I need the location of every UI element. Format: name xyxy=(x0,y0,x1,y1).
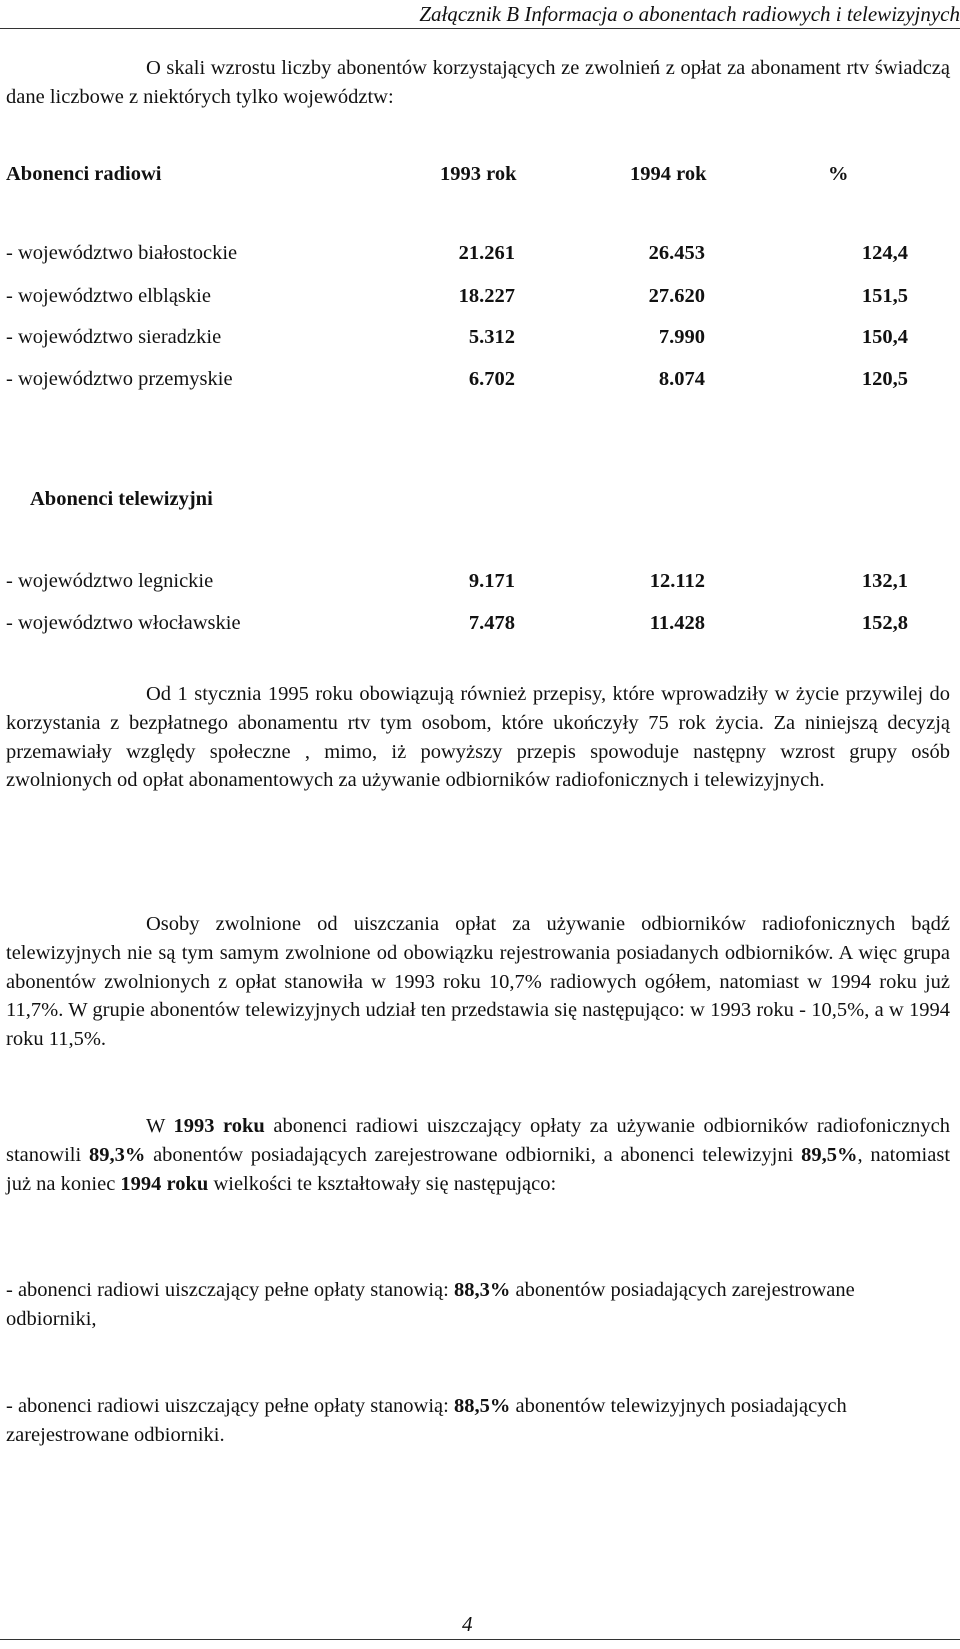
radio-row-name: - województwo przemyskie xyxy=(6,368,233,390)
radio-row-name: - województwo elbląskie xyxy=(6,285,211,307)
para3-pct-radio: 89,3% xyxy=(88,1143,146,1166)
radio-row-percent: 151,5 xyxy=(861,285,908,307)
bullet1-pct: 88,3% xyxy=(453,1279,511,1301)
bullet2-text-1: - abonenci radiowi uiszczający pełne opłaty stanowią: xyxy=(6,1395,449,1417)
page-number: 4 xyxy=(462,1612,473,1636)
intro-line-2: abonament rtv świadczą dane liczbowe z niektórych tylko województw: xyxy=(6,57,950,108)
header-title: Załącznik B Informacja o abonentach radiowych i telewizyjnych xyxy=(419,2,960,26)
radio-row-1993: 5.312 xyxy=(468,326,515,348)
radio-row-percent: 124,4 xyxy=(861,242,908,264)
para3-text-2: abonentów posiadających zarejestrowane odbiorniki, a abonenci telewizyjni xyxy=(153,1143,794,1166)
radio-row-1993: 6.702 xyxy=(468,368,515,390)
para3-text-3: , natomiast już na koniec xyxy=(6,1143,951,1195)
tv-row-1994: 11.428 xyxy=(649,612,705,634)
bullet1-text-2: abonentów posiadających zarejestrowane odbiorniki, xyxy=(6,1279,855,1330)
paragraph-paying-share xyxy=(6,1112,950,1198)
col-header-1994: 1994 rok xyxy=(630,163,707,185)
page-header xyxy=(0,0,960,29)
tv-row-1993: 7.478 xyxy=(468,612,515,634)
tv-row-percent: 132,1 xyxy=(861,570,908,592)
para1-rest: życie przywilej do korzystania z bezpłatnego abonamentu rtv tym osobom, które ukończyły 75 rok życia. Za niniejszą decyzją przemawiały względy społeczne , mimo, iż powyższy przepis spowoduje następny wzrost grupy osób zwolnionych od opłat abonamentowych za używanie odbiorników radiofonicznych i telewizyjnych. xyxy=(6,683,950,792)
footer-rule xyxy=(0,1639,960,1640)
tv-row-name: - województwo włocławskie xyxy=(6,612,241,634)
tv-row-name: - województwo legnickie xyxy=(6,570,214,592)
radio-row-1993: 18.227 xyxy=(458,285,515,307)
paragraph-registration xyxy=(6,910,950,1054)
radio-row-percent: 150,4 xyxy=(861,326,908,348)
intro-line-1: O skali wzrostu liczby abonentów korzystających ze zwolnień z opłat za xyxy=(146,57,746,79)
para3-year-1994: 1994 roku xyxy=(120,1172,209,1195)
bullet-radio-full-payment xyxy=(6,1276,950,1334)
tv-row-1993: 9.171 xyxy=(468,570,515,592)
tv-row-1994: 12.112 xyxy=(649,570,705,592)
tv-row-percent: 152,8 xyxy=(861,612,908,634)
para2-first-line: Osoby zwolnione od uiszczania opłat za używanie odbiorników xyxy=(146,913,746,935)
paragraph-exemption-75 xyxy=(6,680,950,795)
bullet2-pct: 88,5% xyxy=(453,1395,511,1417)
para2-rest: radiofonicznych bądź telewizyjnych nie są tym samym zwolnione od obowiązku rejestrowania posiadanych odbiorników. A więc grupa abonentów zwolnionych z opłat stanowiła w 1993 roku 10,7% radiowych ogółem, natomiast w 1994 roku już 11,7%. W grupie abonentów telewizyjnych udział ten przedstawia się następująco: w 1993 roku - 10,5%, a w 1994 roku 11,5%. xyxy=(6,913,951,1051)
radio-row-1994: 8.074 xyxy=(658,368,705,390)
para3-year-1993: 1993 roku xyxy=(173,1115,265,1137)
radio-row-name: - województwo sieradzkie xyxy=(6,326,222,348)
bullet-tv-full-payment xyxy=(6,1392,950,1450)
bullet1-text-1: - abonenci radiowi uiszczający pełne opłaty stanowią: xyxy=(6,1279,449,1301)
radio-row-percent: 120,5 xyxy=(861,368,908,390)
tv-table-title: Abonenci telewizyjni xyxy=(30,488,213,510)
para3-text-4: wielkości te kształtowały się następująco: xyxy=(213,1172,557,1195)
para1-first-line: Od 1 stycznia 1995 roku obowiązują również przepisy, które wprowadziły w xyxy=(146,683,790,705)
radio-row-name: - województwo białostockie xyxy=(6,242,238,264)
col-header-1993: 1993 rok xyxy=(440,163,517,185)
para3-w: W xyxy=(146,1115,165,1137)
radio-row-1994: 7.990 xyxy=(658,326,705,348)
para3-text-1: abonenci radiowi uiszczający opłaty za używanie odbiorników radiofonicznych stanowili xyxy=(6,1115,951,1166)
radio-row-1993: 21.261 xyxy=(458,242,515,264)
intro-paragraph xyxy=(6,54,950,112)
radio-table-title: Abonenci radiowi xyxy=(6,163,162,185)
radio-row-1994: 27.620 xyxy=(648,285,705,307)
radio-row-1994: 26.453 xyxy=(648,242,705,264)
col-header-percent: % xyxy=(828,163,849,185)
para3-pct-tv: 89,5% xyxy=(801,1143,858,1166)
bullet2-text-2: abonentów telewizyjnych posiadających zarejestrowane odbiorniki. xyxy=(6,1395,847,1446)
